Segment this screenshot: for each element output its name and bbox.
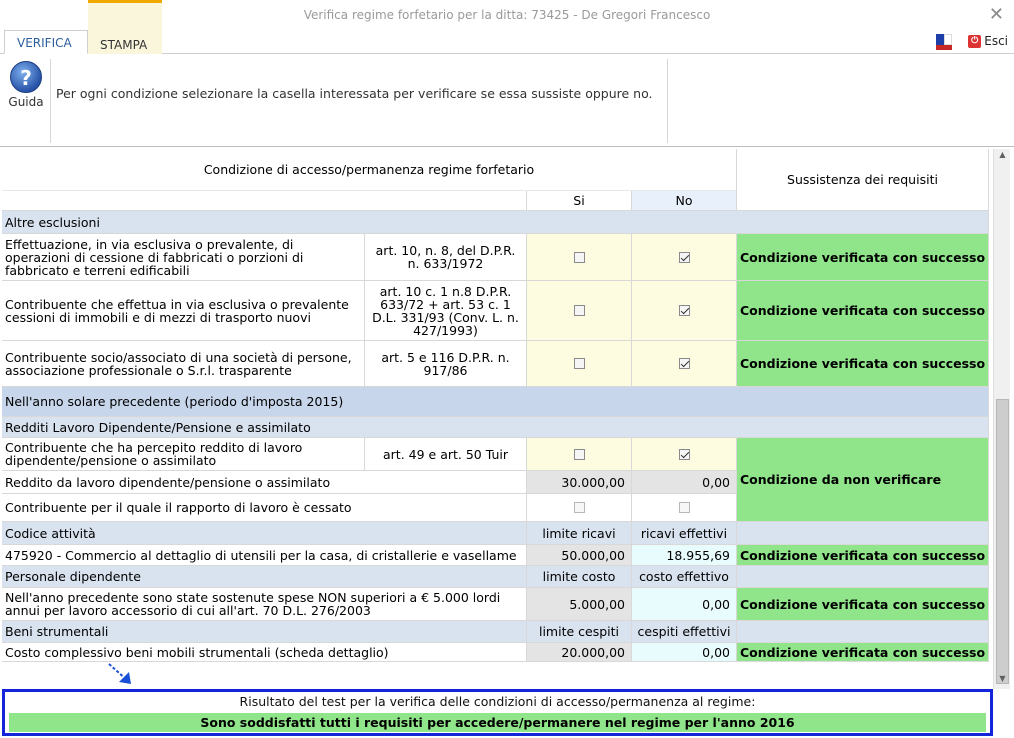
table-row [2,341,989,387]
table-row [2,545,989,566]
blank-cell [737,566,989,588]
section-title: Personale dipendente [2,566,527,588]
guide-label: Guida [8,95,44,109]
legal-reference: art. 5 e 116 D.P.R. n. 917/86 [365,341,527,387]
close-icon[interactable]: ✕ [988,4,1004,25]
section-header [2,211,989,234]
vertical-scrollbar[interactable] [993,149,1010,689]
scroll-up-icon[interactable]: ▲ [999,150,1006,159]
exit-button[interactable] [968,34,1008,48]
legal-reference: art. 10 c. 1 n.8 D.P.R. 633/72 + art. 53 c. 1 D.L. 331/93 (Conv. L. n. 427/1993) [365,281,527,341]
header-yes: Si [527,191,632,211]
effective-header: ricavi effettivi [632,522,737,545]
help-icon: ? [10,61,42,93]
ribbon-tabs [0,30,1014,54]
condition-description: Costo complessivo beni mobili strumentali (scheda dettaglio) [2,643,527,662]
ribbon-divider [667,59,668,143]
income-value: 0,00 [632,471,737,494]
header-condition: Condizione di accesso/permanenza regime forfetario [2,149,737,191]
window-title: Verifica regime forfetario per la ditta: 73425 - De Gregori Francesco [303,8,711,22]
yes-cell [527,281,632,341]
table-row [2,588,989,621]
yes-cell [527,341,632,387]
scroll-thumb[interactable] [996,399,1009,684]
exit-label: Esci [984,34,1008,48]
condition-description: Contribuente che ha percepito reddito di lavoro dipendente/pensione o assimilato [2,438,365,471]
outcome-status: Condizione verificata con successo [737,643,989,662]
assets-value: 0,00 [632,643,737,662]
blank-cell [737,621,989,643]
section-title: Nell'anno solare precedente (periodo d'imposta 2015) [2,387,989,417]
ribbon-divider [50,59,51,143]
header-outcome: Sussistenza dei requisiti [737,149,989,211]
effective-header: cespiti effettivi [632,621,737,643]
no-checkbox[interactable] [679,252,690,263]
revenue-limit: 50.000,00 [527,545,632,566]
result-title: Risultato del test per la verifica delle condizioni di accesso/permanenza al regime: [239,694,756,709]
section-header [2,417,989,438]
outcome-status: Condizione verificata con successo [737,281,989,341]
no-checkbox[interactable] [679,358,690,369]
result-status: Sono soddisfatti tutti i requisiti per accedere/permanere nel regime per l'anno 2016 [9,713,986,732]
ribbon-panel [0,55,1014,147]
outcome-status: Condizione da non verificare [737,438,989,522]
pointer-arrow-icon [107,660,137,690]
limit-header: limite ricavi [527,522,632,545]
table-row [2,281,989,341]
header-no: No [632,191,737,211]
outcome-status: Condizione verificata con successo [737,545,989,566]
section-title: Altre esclusioni [2,211,989,234]
condition-description: Contribuente socio/associato di una società di persone, associazione professionale o S.r.l. trasparente [2,341,365,387]
test-result-panel [2,689,993,736]
assets-limit: 20.000,00 [527,643,632,662]
no-cell [632,234,737,281]
limit-header: limite cespiti [527,621,632,643]
outcome-status: Condizione verificata con successo [737,234,989,281]
section-title: Beni strumentali [2,621,527,643]
cost-value: 0,00 [632,588,737,621]
legal-reference: art. 10, n. 8, del D.P.R. n. 633/1972 [365,234,527,281]
no-cell [632,281,737,341]
revenue-value: 18.955,69 [632,545,737,566]
header-spacer [2,191,527,211]
no-cell [632,341,737,387]
guide-button[interactable] [4,61,48,109]
tab-verifica[interactable]: VERIFICA [4,30,88,54]
condition-description: Effettuazione, in via esclusiva o prevalente, di operazioni di cessione di fabbricati o porzioni di fabbricato e terreni edificabili [2,234,365,281]
outcome-status: Condizione verificata con successo [737,341,989,387]
section-header [2,621,989,643]
no-checkbox[interactable] [679,305,690,316]
effective-header: costo effettivo [632,566,737,588]
yes-checkbox[interactable] [574,252,585,263]
condition-description: Contribuente per il quale il rapporto di lavoro è cessato [2,494,527,522]
outcome-status: Condizione verificata con successo [737,588,989,621]
yes-checkbox[interactable] [574,358,585,369]
section-title: Codice attività [2,522,527,545]
section-header [2,522,989,545]
yes-checkbox[interactable] [574,305,585,316]
cost-limit: 5.000,00 [527,588,632,621]
condition-description: Nell'anno precedente sono state sostenute spese NON superiori a € 5.000 lordi annui per lavoro accessorio di cui all'art. 70 D.L. 276/2003 [2,588,527,621]
instruction-text: Per ogni condizione selezionare la casella interessata per verificare se essa sussiste oppure no. [56,86,653,101]
condition-description: Contribuente che effettua in via esclusiva o prevalente cessioni di immobili e di mezzi di trasporto nuovi [2,281,365,341]
table-row [2,643,989,662]
income-limit: 30.000,00 [527,471,632,494]
section-header [2,387,989,417]
scroll-down-icon[interactable]: ▼ [999,674,1006,683]
exit-icon: ⏻ [968,35,981,48]
limit-header: limite costo [527,566,632,588]
outcome-block [2,438,989,522]
section-title: Redditi Lavoro Dipendente/Pensione e assimilato [2,417,989,438]
yes-cell [527,234,632,281]
section-header [2,566,989,588]
legal-reference: art. 49 e art. 50 Tuir [365,438,527,471]
header-row [2,149,989,211]
flag-icon[interactable] [936,34,952,50]
activity-code: 475920 - Commercio al dettaglio di utensili per la casa, di cristallerie e vasellame [2,545,527,566]
condition-description: Reddito da lavoro dipendente/pensione o assimilato [2,471,527,494]
table-row [2,234,989,281]
tab-stampa[interactable]: STAMPA [88,0,162,54]
blank-cell [737,522,989,545]
